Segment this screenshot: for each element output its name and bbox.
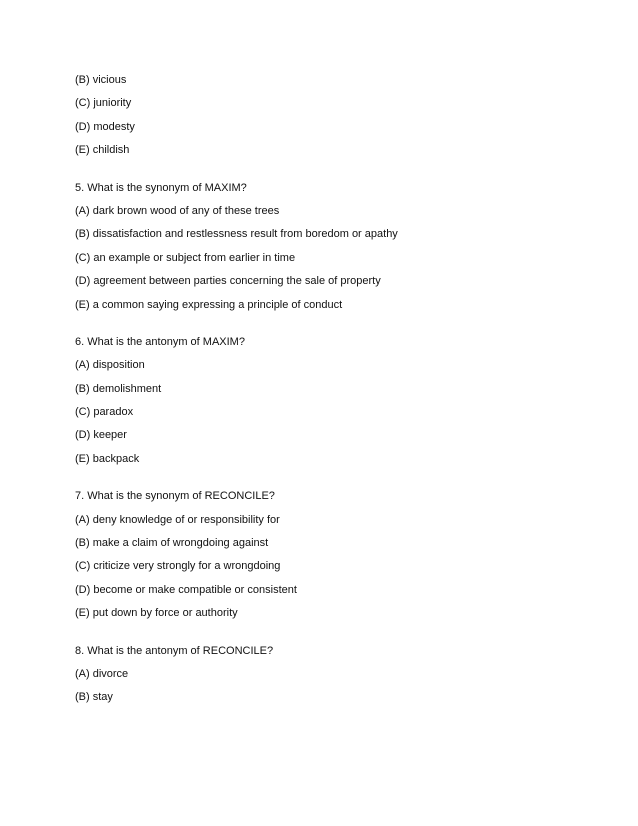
question-5 — [75, 181, 595, 312]
option-e: (E) childish — [75, 144, 130, 157]
question-list — [75, 73, 595, 704]
question-6 — [75, 335, 595, 466]
option-d: (D) keeper — [75, 429, 127, 442]
option-c: (C) juniority — [75, 97, 132, 110]
option-c: (C) criticize very strongly for a wrongdoing — [75, 560, 281, 573]
option-b: (B) dissatisfaction and restlessness result from boredom or apathy — [75, 228, 398, 241]
question-7 — [75, 489, 595, 620]
option-e: (E) a common saying expressing a principle of conduct — [75, 298, 343, 311]
option-a: (A) disposition — [75, 359, 145, 372]
question-text: 5. What is the synonym of MAXIM? — [75, 181, 247, 194]
option-c: (C) paradox — [75, 406, 134, 419]
option-c: (C) an example or subject from earlier in time — [75, 251, 296, 264]
question-text: 7. What is the synonym of RECONCILE? — [75, 490, 275, 503]
option-e: (E) backpack — [75, 452, 140, 465]
option-d: (D) agreement between parties concerning the sale of property — [75, 275, 381, 288]
option-d: (D) become or make compatible or consistent — [75, 583, 297, 596]
question-text: 8. What is the antonym of RECONCILE? — [75, 644, 274, 657]
option-b: (B) stay — [75, 691, 113, 704]
question-8 — [75, 644, 595, 705]
option-a: (A) divorce — [75, 667, 129, 680]
option-e: (E) put down by force or authority — [75, 607, 238, 620]
option-a: (A) dark brown wood of any of these trees — [75, 204, 280, 217]
option-b: (B) vicious — [75, 74, 127, 86]
question-text: 6. What is the antonym of MAXIM? — [75, 335, 245, 348]
option-b: (B) make a claim of wrongdoing against — [75, 537, 269, 550]
option-d: (D) modesty — [75, 120, 135, 133]
option-a: (A) deny knowledge of or responsibility for — [75, 513, 280, 526]
option-b: (B) demolishment — [75, 382, 162, 395]
question-4-continued — [75, 73, 595, 157]
